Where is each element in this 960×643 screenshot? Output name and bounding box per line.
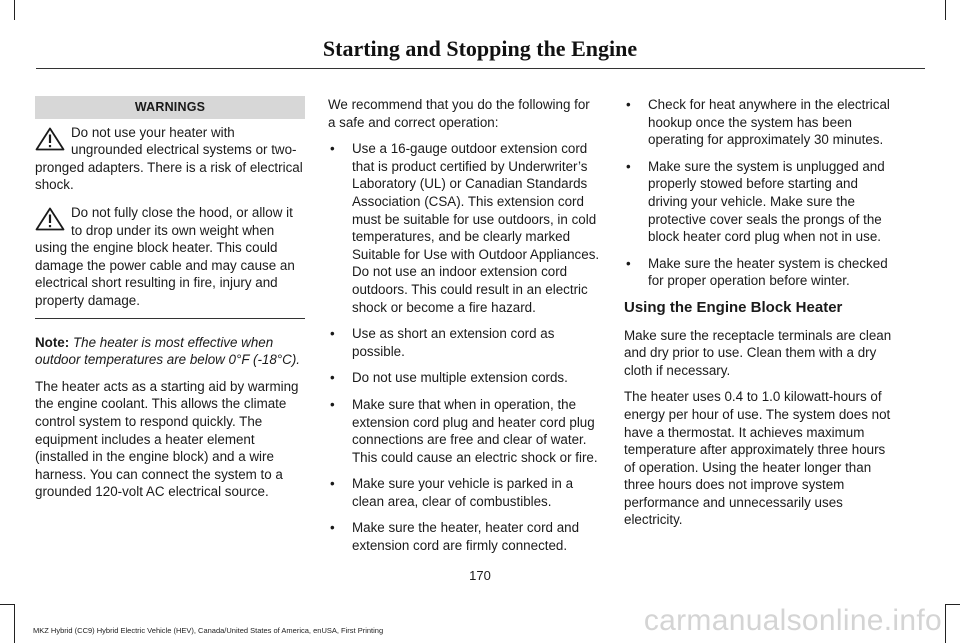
watermark: carmanualsonline.info [643, 604, 942, 637]
warning-text-2: Do not fully close the hood, or allow it to drop under its own weight when using the engine block heater. This could damage the power cable and may cause an electrical short resulting in fire, injury and property damage. [35, 204, 295, 308]
warning-item-2 [35, 204, 305, 310]
page-number: 170 [469, 568, 491, 583]
crop-mark-top-left [14, 0, 15, 20]
bullet: • [330, 370, 335, 386]
bullet: • [330, 141, 335, 157]
bullet: • [330, 520, 335, 536]
list-item: • Use as short an extension cord as possible. [330, 326, 555, 359]
warning-triangle-icon [35, 127, 65, 151]
crop-mark-top-right [945, 0, 946, 20]
heater-description: The heater acts as a starting aid by warming the engine coolant. This allows the climate control system to respond quickly. The equipment includes a heater element (installed in the engine block) and a wire harness. You can connect the system to a grounded 120-volt AC electrical source. [35, 378, 299, 500]
note-text: The heater is most effective when outdoor temperatures are below 0°F (-18°C). [35, 334, 301, 368]
recommendation-list [328, 140, 600, 554]
warnings-divider [35, 318, 305, 319]
check-list [624, 96, 896, 290]
note [35, 334, 305, 369]
bullet: • [626, 255, 631, 271]
usage-paragraph-2: The heater uses 0.4 to 1.0 kilowatt-hours of energy per hour of use. The system does not have a thermostat. It achieves maximum temperature after approximately three hours of operation. Using the heater longer than three hours does not improve system performance and unnecessarily uses electricity. [624, 389, 891, 528]
list-item: • Check for heat anywhere in the electrical hookup once the system has been operating for approximately 30 minutes. [626, 97, 890, 148]
bullet: • [330, 476, 335, 492]
bullet: • [330, 326, 335, 342]
list-item: • Use a 16-gauge outdoor extension cord that is product certified by Underwriter’s Laboratory (UL) or Canadian Standards Association (CSA). This extension cord must be suitable for use outdoors, in cold temperatures, and be clearly marked Suitable for Use with Outdoor Appliances. Do not use an indoor extension cord outdoors. This could result in an electric shock or become a fire hazard. [330, 141, 600, 315]
usage-paragraph-1: Make sure the receptacle terminals are clean and dry prior to use. Clean them with a dry cloth if necessary. [624, 327, 892, 378]
bullet: • [330, 396, 335, 412]
bullet: • [626, 158, 631, 174]
column-1 [35, 96, 305, 510]
list-item: • Make sure your vehicle is parked in a clean area, clear of combustibles. [330, 476, 574, 509]
warning-item-1 [35, 124, 305, 194]
section-heading: Using the Engine Block Heater [624, 298, 843, 316]
list-item: • Make sure that when in operation, the extension cord plug and heater cord plug connections are free and clear of water. This could cause an electric shock or fire. [330, 396, 598, 465]
warnings-heading: WARNINGS [35, 96, 305, 119]
crop-mark-bottom-right-h [946, 604, 960, 605]
crop-mark-bottom-right [945, 604, 946, 643]
list-item: • Make sure the system is unplugged and properly stowed before starting and driving your vehicle. Make sure the protective cover seals the prongs of the block heater cord plug when not in use. [626, 158, 885, 245]
warning-triangle-icon [35, 207, 65, 231]
bullet: • [626, 97, 631, 112]
crop-mark-bottom-left [14, 604, 15, 643]
recommendation-intro: We recommend that you do the following for a safe and correct operation: [328, 97, 590, 130]
list-item: • Do not use multiple extension cords. [330, 370, 568, 386]
page-title: Starting and Stopping the Engine [322, 36, 638, 61]
warning-text-1: Do not use your heater with ungrounded electrical systems or two-pronged adapters. There is a risk of electrical shock. [35, 124, 303, 193]
column-2 [328, 96, 600, 564]
note-label: Note: [35, 334, 70, 350]
list-item: • Make sure the heater system is checked for proper operation before winter. [626, 255, 888, 289]
column-3 [624, 96, 896, 538]
list-item: • Make sure the heater, heater cord and extension cord are firmly connected. [330, 520, 580, 554]
crop-mark-bottom-left-h [0, 604, 14, 605]
header-divider [36, 68, 925, 69]
footer-text: MKZ Hybrid (CC9) Hybrid Electric Vehicle (HEV), Canada/United States of America, enUSA, First Printing [33, 626, 384, 635]
